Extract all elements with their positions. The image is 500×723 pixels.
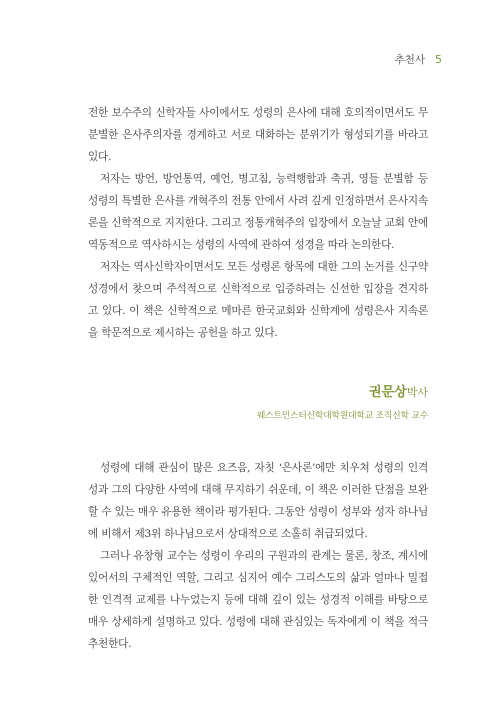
author-affiliation: 웨스트민스터신학대학원대학교 조직신학 교수 (256, 411, 428, 421)
author-title: 박사 (406, 386, 428, 399)
paragraph-4: 성령에 대해 관심이 많은 요즈음, 자칫 ‘은사론’에만 치우쳐 성령의 인격성과 그의 다양한 사역에 대해 무지하기 쉬운데, 이 책은 이러한 단점을 보완할 수 있는 매우 유용한 책이라 평가된다. 그동안 성령이 성부와 성자 하나님에 비해서 제3위 하나님으로서 상대적으로 소홀히 취급되었다. (88, 462, 428, 540)
section-title: 추천사 (394, 54, 425, 66)
paragraph-5: 그러나 유창형 교수는 성령이 우리의 구원과의 관계는 물론, 창조, 계시에 있어서의 구체적인 역할, 그리고 심지어 예수 그리스도의 삶과 얼마나 밀접한 인격적 교제를 나누었는지 등에 대해 깊이 있는 성경적 이해를 바탕으로 매우 상세하게 설명하고 있다. 성령에 대해 관심있는 독자에게 이 책을 적극 추천한다. (88, 550, 428, 650)
page-number: 5 (435, 53, 442, 66)
paragraph-2: 저자는 방언, 방언통역, 예언, 병고침, 능력행함과 축귀, 영들 분별함 등 성령의 특별한 은사를 개혁주의 전통 안에서 사려 깊게 인정하면서 은사지속론을 신학적으로 지지한다. 그리고 정통개혁주의 입장에서 오늘날 교회 안에 역동적으로 역사하시는 성령의 사역에 관하여 성경을 따라 논의한다. (88, 173, 428, 251)
running-head (395, 52, 442, 67)
paragraph-3: 저자는 역사신학자이면서도 모든 성령론 항목에 대한 그의 논거를 신구약 성경에서 찾으며 주석적으로 신학적으로 입증하려는 신선한 입장을 견지하고 있다. 이 책은 신학적으로 메마른 한국교회와 신학계에 성령은사 지속론을 학문적으로 제시하는 공헌을 하고 있다. (88, 261, 428, 339)
author-name-line (257, 381, 428, 400)
paragraph-1: 전한 보수주의 신학자들 사이에서도 성령의 은사에 대해 호의적이면서도 무분별한 은사주의자를 경계하고 서로 대화하는 분위기가 형성되기를 바라고 있다. (88, 107, 428, 163)
author-name: 권문상 (369, 385, 407, 400)
author-signature (257, 381, 428, 421)
